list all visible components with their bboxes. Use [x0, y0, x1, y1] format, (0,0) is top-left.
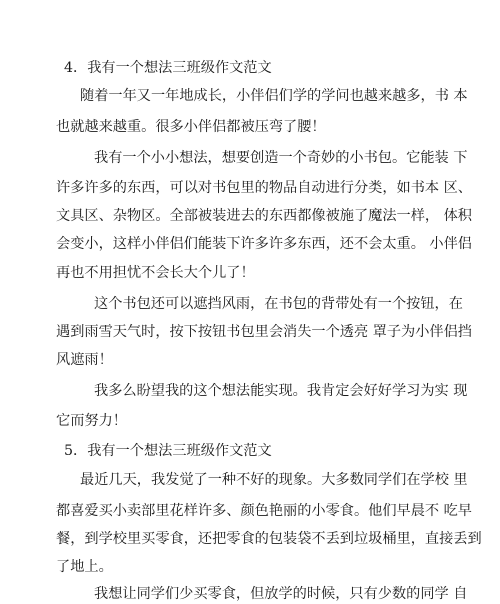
paragraph-line: 也就越来越重。很多小伴侣都被压弯了腰！	[56, 119, 326, 135]
paragraph-line: 遇到雨雪天气时，按下按钮书包里会消失一个透亮 罩子为小伴侣挡	[56, 324, 472, 340]
paragraph-line: 它而努力！	[56, 413, 127, 429]
paragraph-line: 了地上。	[56, 559, 113, 575]
paragraph-line: 再也不用担忧不会长大个儿了！	[56, 265, 255, 281]
paragraph-line: 都喜爱买小卖部里花样许多、颜色艳丽的小零食。他们早晨不 吃早	[56, 503, 472, 519]
paragraph-line: 许多许多的东西，可以对书包里的物品自动进行分类，如书本 区、	[56, 180, 472, 196]
paragraph-line: 会变小，这样小伴侣们能装下许多许多东西，还不会太重。 小伴侣	[56, 236, 472, 252]
paragraph-line: 餐，到学校里买零食，还把零食的包装袋不丢到垃圾桶里，直接丢到	[56, 531, 482, 547]
section-heading: 4．我有一个想法三班级作文范文	[64, 60, 272, 76]
paragraph-line: 最近几天，我发觉了一种不好的现象。大多数同学们在学校 里	[80, 472, 468, 488]
paragraph-line: 这个书包还可以遮挡风雨，在书包的背带处有一个按钮，在	[94, 296, 463, 312]
paragraph-line: 我有一个小小想法，想要创造一个奇妙的小书包。它能装 下	[94, 150, 468, 166]
paragraph-line: 我想让同学们少买零食，但放学的时候，只有少数的同学 自	[94, 586, 468, 602]
section-heading: 5．我有一个想法三班级作文范文	[64, 443, 272, 459]
paragraph-line: 随着一年又一年地成长，小伴侣们学的学问也越来越多，书 本	[80, 88, 468, 104]
paragraph-line: 我多么盼望我的这个想法能实现。我肯定会好好学习为实 现	[94, 383, 468, 399]
paragraph-line: 文具区、杂物区。全部被装进去的东西都像被施了魔法一样， 体积	[56, 208, 472, 224]
paragraph-line: 风遮雨！	[56, 352, 113, 368]
